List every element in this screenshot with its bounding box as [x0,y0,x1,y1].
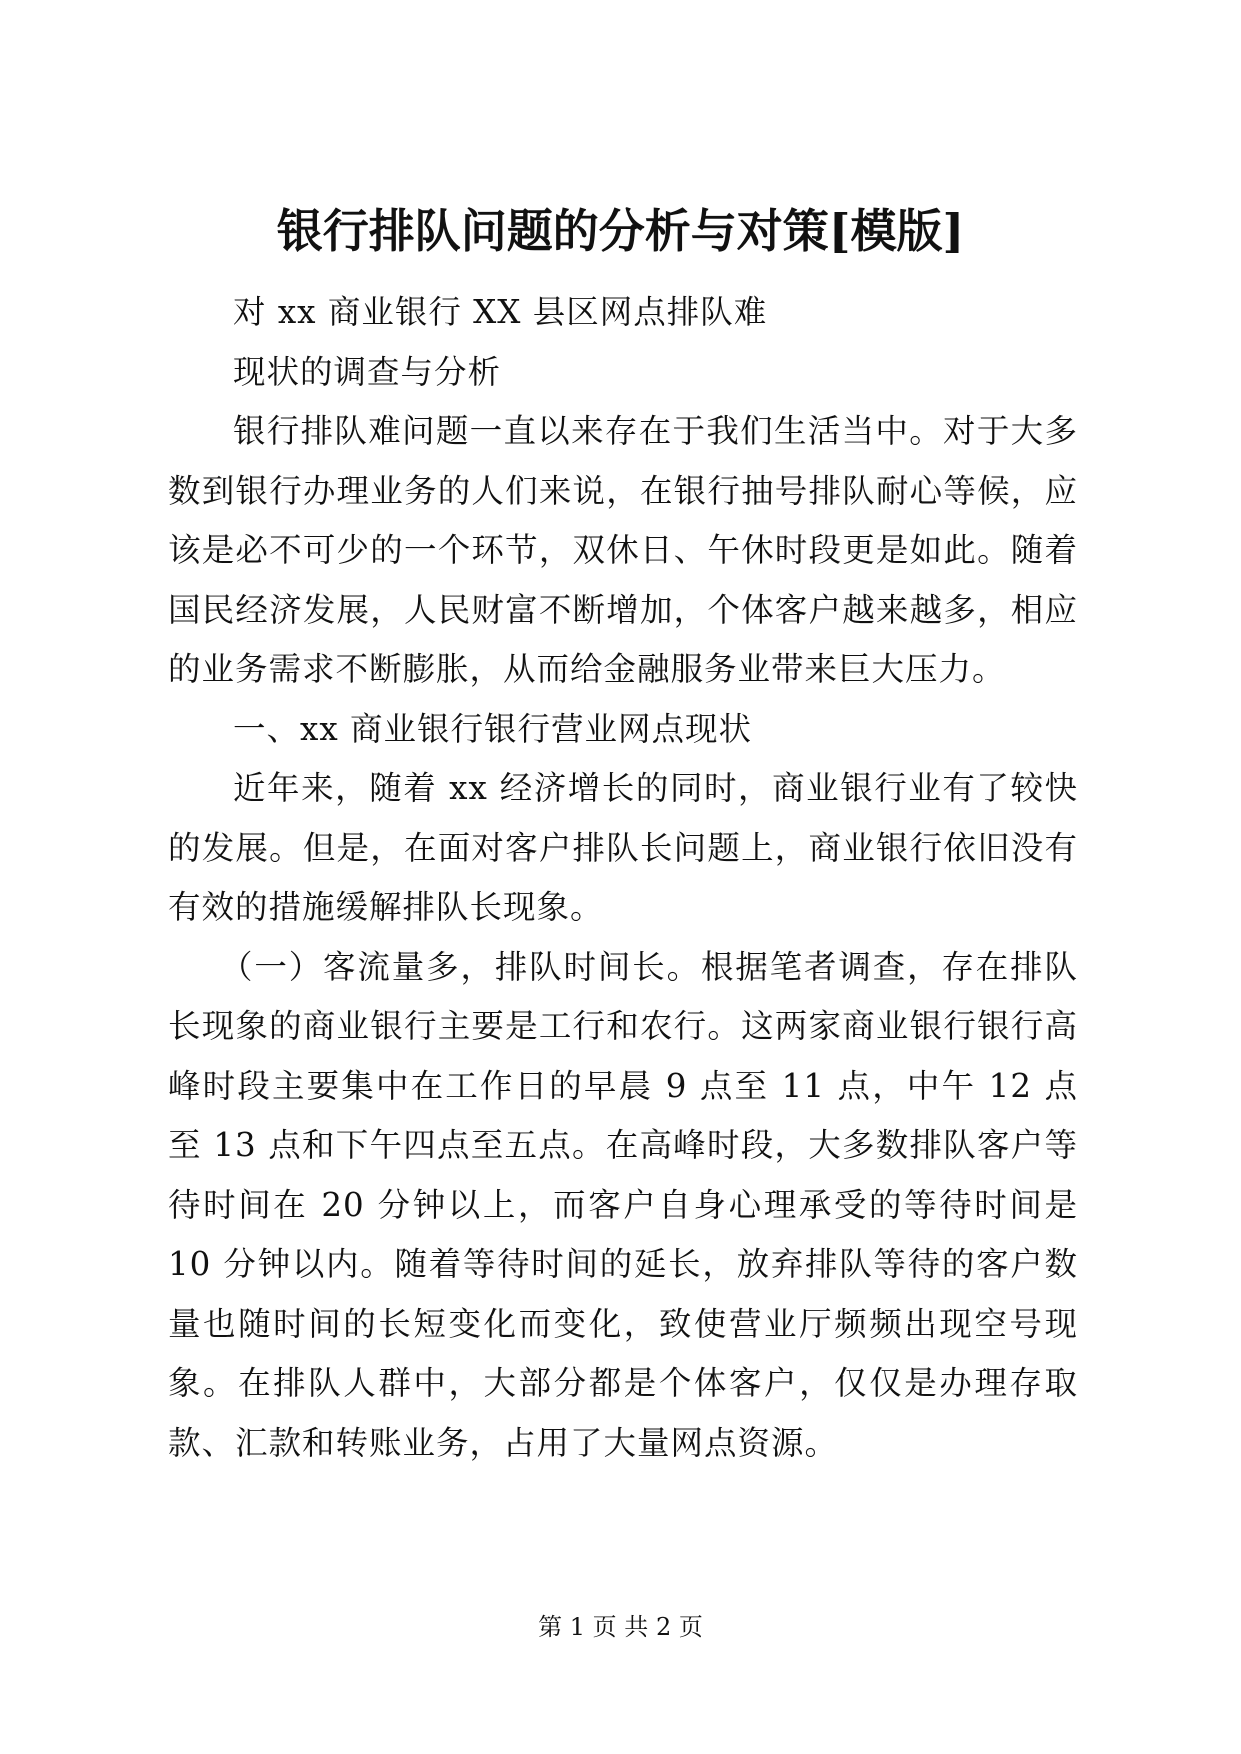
paragraph-subtitle-line-2: 现状的调查与分析 [233,352,502,391]
document-title: 银行排队问题的分析与对策[模版] [276,204,965,258]
section-heading-1: 一、xx 商业银行银行营业网点现状 [233,709,752,748]
paragraph-intro: 银行排队难问题一直以来存在于我们生活当中。对于大多数到银行办理业务的人们来说，在银行抽号排队耐心等候，应该是必不可少的一个环节，双休日、午休时段更是如此。随着国民经济发展，人民财富不断增加，个体客户越来越多，相应的业务需求不断膨胀，从而给金融服务业带来巨大压力。 [168,412,1078,688]
paragraph-subsection-1: （一）客流量多，排队时间长。根据笔者调查，存在排队长现象的商业银行主要是工行和农行。这两家商业银行银行高峰时段主要集中在工作日的早晨 9 点至 11 点，中午 12 点至 13 点和下午四点至五点。在高峰时段，大多数排队客户等待时间在 20 分钟以上，而客户自身心理承受的等待时间是 10 分钟以内。随着等待时间的延长，放弃排队等待的客户数量也随时间的长短变化而变化，致使营业厅频频出现空号现象。在排队人群中，大部分都是个体客户，仅仅是办理存取款、汇款和转账业务，占用了大量网点资源。 [168,947,1078,1462]
document-body [168,283,1078,1473]
paragraph-section-1: 近年来，随着 xx 经济增长的同时，商业银行业有了较快的发展。但是，在面对客户排队长问题上，商业银行依旧没有有效的措施缓解排队长现象。 [168,769,1078,926]
paragraph-subtitle-line-1: 对 xx 商业银行 XX 县区网点排队难 [233,293,768,331]
page-footer: 第 1 页 共 2 页 [538,1613,703,1641]
